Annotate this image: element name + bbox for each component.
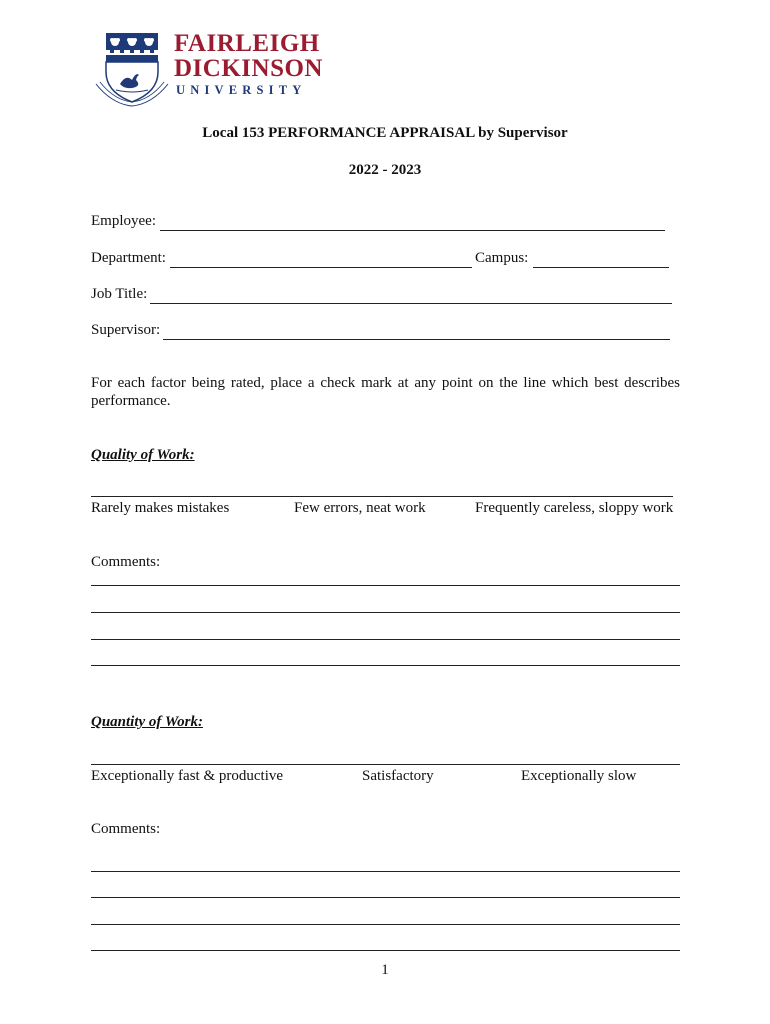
university-logo [92, 28, 324, 108]
quality-scale-high: Frequently careless, sloppy work [475, 500, 674, 516]
quantity-comment-line[interactable] [91, 950, 680, 951]
quantity-comment-line[interactable] [91, 871, 680, 872]
logo-line-university: UNIVERSITY [176, 83, 307, 97]
quantity-comments-label: Comments: [91, 821, 161, 837]
instructions-text: For each factor being rated, place a check mark at any point on the line which best describes performance. [91, 375, 680, 409]
document-year: 2022 - 2023 [348, 162, 422, 178]
campus-label: Campus: [475, 250, 529, 266]
employee-field-line[interactable] [160, 230, 665, 231]
quantity-scale-low: Exceptionally slow [521, 768, 637, 784]
quantity-rating-line[interactable] [91, 764, 680, 765]
quality-comment-line[interactable] [91, 585, 680, 586]
department-field-line[interactable] [170, 267, 472, 268]
quality-rating-line[interactable] [91, 496, 673, 497]
page-number: 1 [381, 962, 389, 978]
university-seal-icon [92, 28, 172, 108]
document-title: Local 153 PERFORMANCE APPRAISAL by Supervisor [202, 125, 568, 141]
logo-line-dickinson: DICKINSON [174, 55, 323, 82]
quality-scale-low: Rarely makes mistakes [91, 500, 230, 516]
quality-comment-line[interactable] [91, 665, 680, 666]
employee-label: Employee: [91, 213, 156, 229]
campus-field-line[interactable] [533, 267, 669, 268]
department-label: Department: [91, 250, 166, 266]
logo-line-fairleigh: FAIRLEIGH [174, 30, 320, 57]
quality-of-work-heading: Quality of Work: [91, 447, 195, 463]
supervisor-field-line[interactable] [163, 339, 670, 340]
quality-comment-line[interactable] [91, 612, 680, 613]
quality-scale-mid: Few errors, neat work [294, 500, 426, 516]
supervisor-label: Supervisor: [91, 322, 161, 338]
job-title-field-line[interactable] [150, 303, 672, 304]
quality-comments-label: Comments: [91, 554, 161, 570]
quantity-comment-line[interactable] [91, 924, 680, 925]
quantity-scale-mid: Satisfactory [362, 768, 434, 784]
job-title-label: Job Title: [91, 286, 148, 302]
quantity-scale-high: Exceptionally fast & productive [91, 768, 284, 784]
quality-comment-line[interactable] [91, 639, 680, 640]
quantity-of-work-heading: Quantity of Work: [91, 714, 203, 730]
quantity-comment-line[interactable] [91, 897, 680, 898]
